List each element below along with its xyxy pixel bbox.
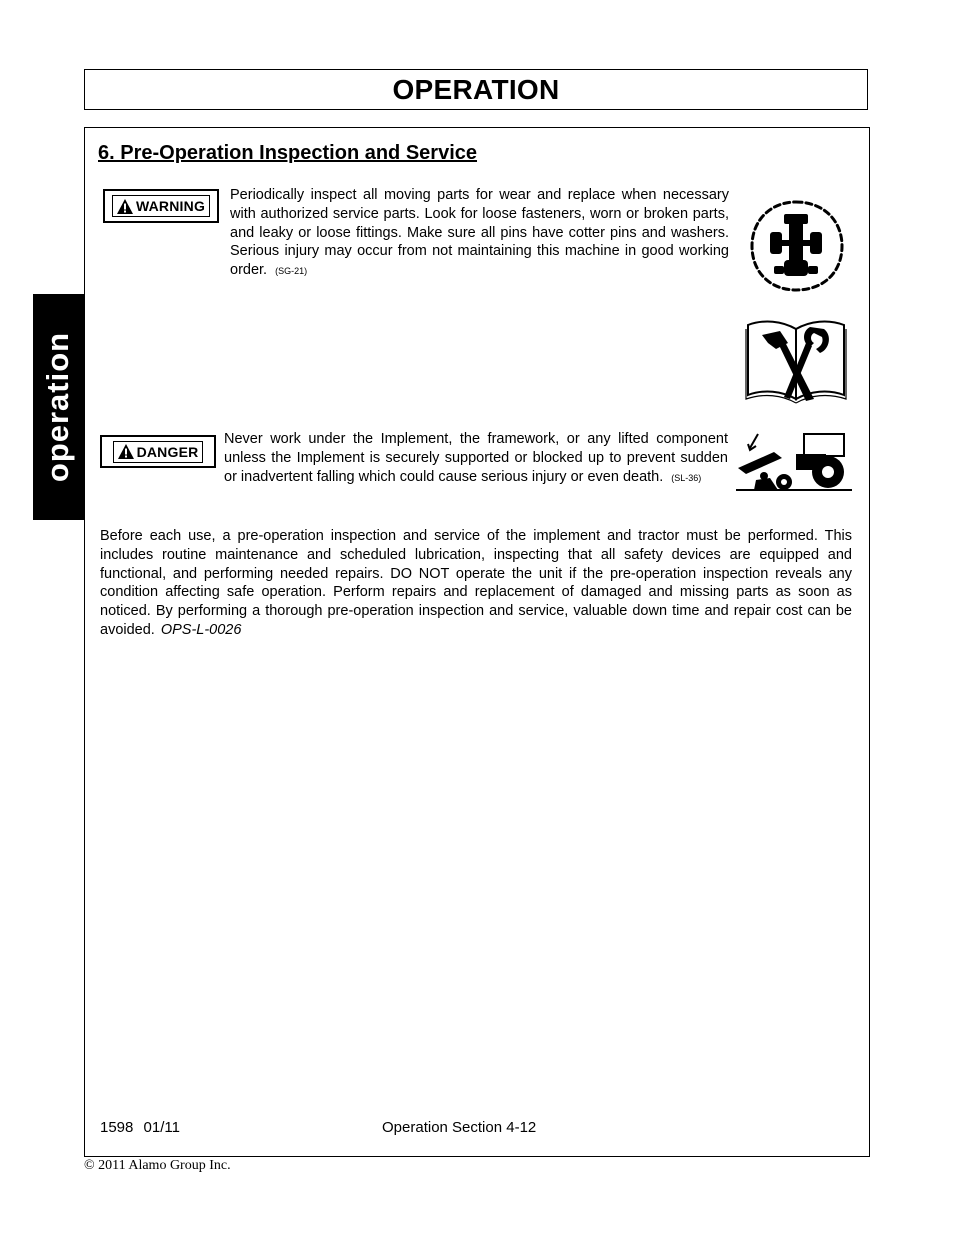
danger-code: (SL-36) [671, 472, 702, 483]
manual-tools-icon [744, 313, 848, 405]
warning-text: Periodically inspect all moving parts for wear and replace when necessary with authorized service parts. Look for loose fasteners, worn or broken parts, and leaky or loose fittings. Make sure all pins have cotter pins and washers. Serious injury may occur from not maintaining this machine in good working order. [230, 187, 729, 279]
warning-code: (SG-21) [275, 266, 308, 277]
page-title: OPERATION [392, 73, 560, 105]
body-code: OPS-L-0026 [160, 621, 242, 638]
footer-doc-number: 1598 01/11 [100, 1119, 180, 1136]
body-paragraph [100, 527, 852, 640]
tractor-inspection-icon [744, 196, 848, 296]
footer-section-label: Operation Section 4-12 [382, 1119, 537, 1136]
section-heading: 6. Pre-Operation Inspection and Service [98, 142, 478, 164]
section-side-tab [33, 294, 84, 520]
alert-triangle-icon [117, 199, 133, 214]
crush-hazard-icon [734, 428, 854, 494]
alert-triangle-icon [118, 444, 134, 459]
danger-text: Never work under the Implement, the framework, or any lifted component unless the Implement is securely supported or blocked up to prevent sudden or inadvertent falling which could cause serious injury or even death. [224, 431, 728, 485]
danger-paragraph [224, 430, 728, 487]
body-text: Before each use, a pre-operation inspection and service of the implement and tractor must be performed. This includes routine maintenance and scheduled lubrication, inspecting that all safety devices are equipped and functional, and performing needed repairs. DO NOT operate the unit if the pre-operation inspection reveals any condition affecting safe operation. Perform repairs and replacement of damaged and missing parts as soon as noticed. By performing a thorough pre-operation inspection and service, valuable down time and repair cost can be avoided. [100, 528, 852, 638]
danger-label-text: DANGER [136, 443, 199, 460]
warning-label-text: WARNING [135, 198, 206, 214]
warning-label [103, 189, 219, 223]
warning-paragraph [230, 186, 729, 281]
page-header [84, 69, 868, 110]
copyright-notice: © 2011 Alamo Group Inc. [84, 1158, 231, 1173]
side-tab-label: operation [40, 331, 76, 483]
danger-label [100, 435, 216, 468]
